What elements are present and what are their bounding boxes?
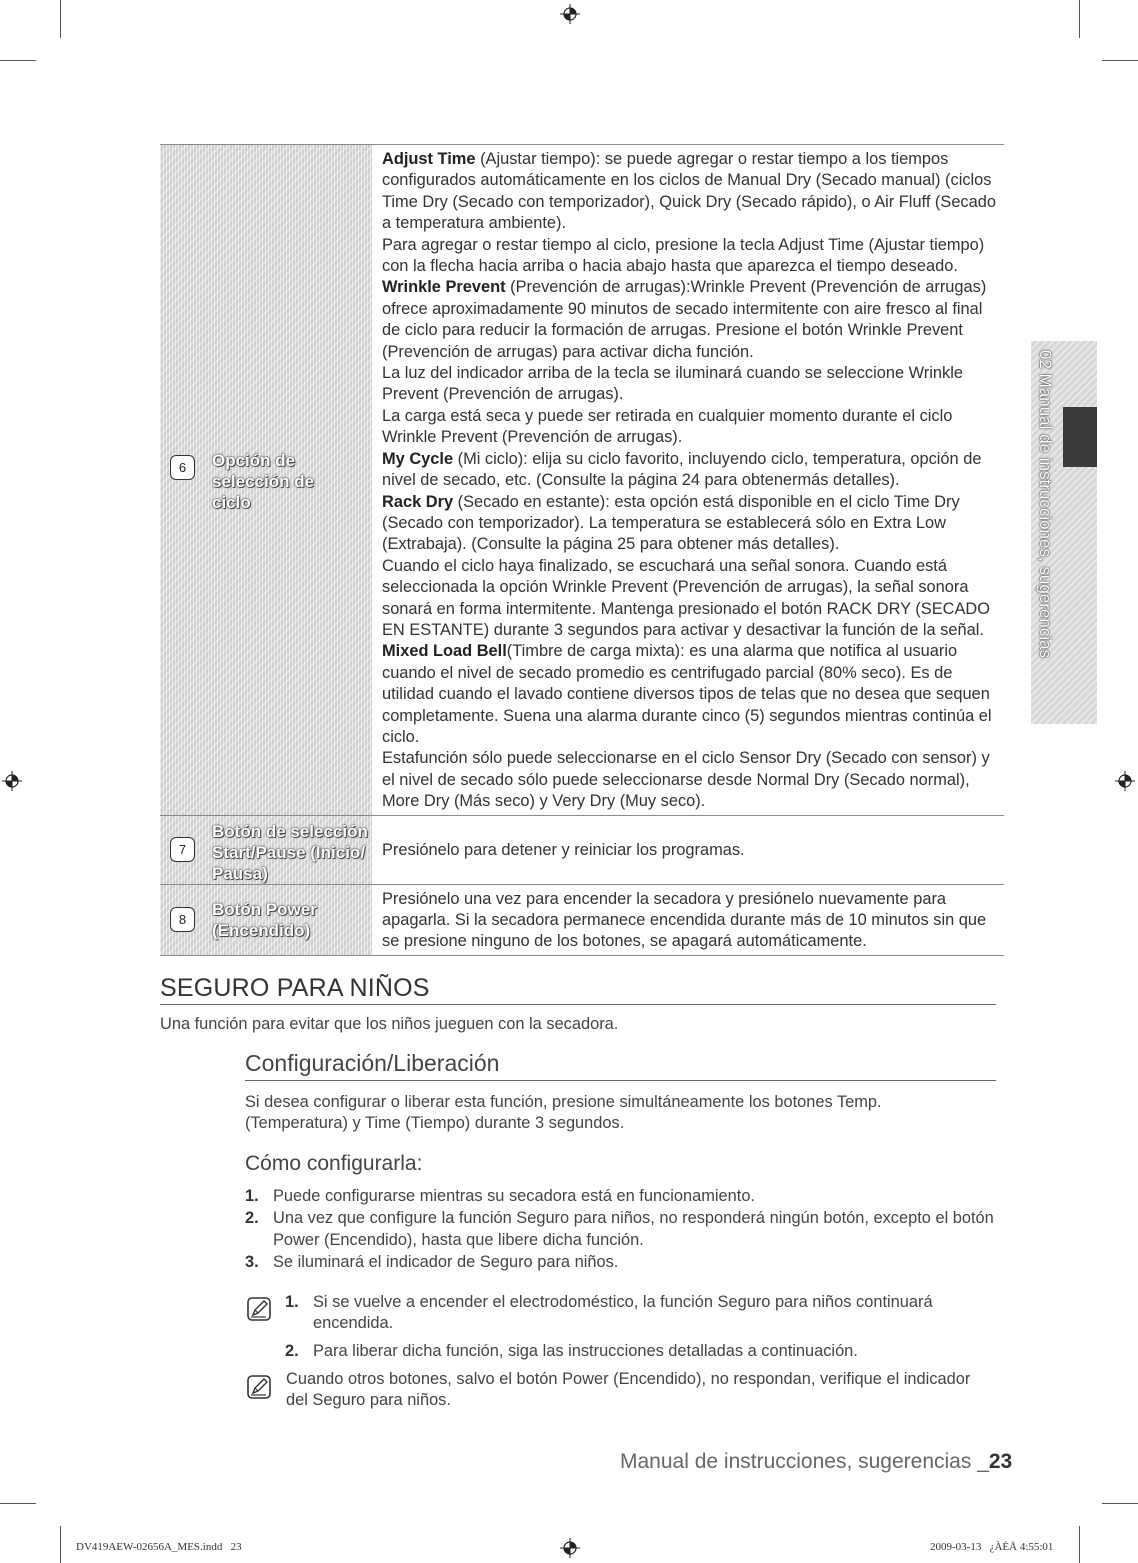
- crop-mark: [60, 0, 61, 38]
- description-paragraph: Estafunción sólo puede seleccionarse en el ciclo Sensor Dry (Secado con sensor) y el nivel de secado sólo puede seleccionarse desde Normal Dry (Secado normal), More Dry (Más seco) y Very Dry (Muy seco).: [382, 749, 990, 811]
- list-item: 2. Una vez que configure la función Seguro para niños, no responderá ningún botón, excepto el botón Power (Encendido), hasta que libere dicha función.: [245, 1209, 994, 1249]
- description-paragraph: My Cycle (Mi ciclo): elija su ciclo favorito, incluyendo ciclo, temperatura, opción de nivel de secado, etc. (Consulte la página 24 para obtenermás detalles).: [382, 449, 982, 490]
- crop-mark: [0, 60, 36, 61]
- description-paragraph: La carga está seca y puede ser retirada en cualquier momento durante el ciclo Wrinkle Prevent (Prevención de arrugas).: [382, 406, 953, 447]
- row-description: [372, 145, 1004, 815]
- row-label: Botón Power (Encendido): [212, 899, 317, 940]
- notes-list: [285, 1292, 1000, 1363]
- description-paragraph: Mixed Load Bell(Timbre de carga mixta): es una alarma que notifica al usuario cuando el nivel de secado promedio es centrifugado parcial (80% seco). Es de utilidad cuando el lavado contiene diversos tipos de telas que no desea que sequen completamente. Suena una alarma durante cinco (5) segundos mientras continúa el ciclo.: [382, 642, 992, 746]
- row-label: Opción de selección de ciclo: [212, 451, 315, 512]
- feature-name: Mixed Load Bell: [382, 642, 507, 661]
- table-row: [160, 816, 1004, 885]
- side-tab-label: 02 Manual de instrucciones, sugerencias: [1036, 350, 1055, 659]
- table-row: [160, 885, 1004, 956]
- number-badge: 7: [170, 837, 195, 862]
- section-intro: Una función para evitar que los niños jueguen con la secadora.: [160, 1015, 619, 1033]
- subsection-rule: [245, 1080, 996, 1081]
- note-text: Cuando otros botones, salvo el botón Power (Encendido), no respondan, verifique el indicador del Seguro para niños.: [286, 1370, 971, 1410]
- description-paragraph: Rack Dry (Secado en estante): esta opción está disponible en el ciclo Time Dry (Secado con temporizador). La temperatura se establecerá sólo en Extra Low (Extrabaja). (Consulte la página 25 para obtener más detalles).: [382, 492, 960, 554]
- feature-name: Rack Dry: [382, 492, 454, 511]
- side-tab-marker: [1063, 407, 1097, 467]
- feature-name: Adjust Time: [382, 150, 476, 168]
- description-paragraph: Presiónelo para detener y reiniciar los programas.: [382, 840, 745, 859]
- row-label-cell: [160, 885, 372, 955]
- crop-mark: [1102, 60, 1138, 61]
- description-paragraph: Para agregar o restar tiempo al ciclo, presione la tecla Adjust Time (Ajustar tiempo) con la flecha hacia arriba o hacia abajo hasta que aparezca el tiempo deseado.: [382, 235, 985, 276]
- steps-list: [245, 1186, 1000, 1275]
- number-badge: 6: [170, 455, 195, 480]
- number-badge: 8: [170, 907, 195, 932]
- row-label: Botón de selección Start/Pause (Inicio/ Pausa): [212, 821, 368, 883]
- subsection-title: Configuración/Liberación: [245, 1050, 500, 1076]
- row-description: [372, 885, 1004, 955]
- description-paragraph: Presiónelo una vez para encender la secadora y presiónelo nuevamente para apagarla. Si la secadora permanece encendida durante más de 10 minutos sin que se presione ninguno de los botones, se apagará automáticamente.: [382, 889, 987, 951]
- note-pencil-icon: [246, 1374, 272, 1400]
- description-paragraph: Adjust Time (Ajustar tiempo): se puede agregar o restar tiempo a los tiempos configurados automáticamente en los ciclos de Manual Dry (Secado manual) (ciclos Time Dry (Secado con temporizador), Quick Dry (Secado rápido), o Air Fluff (Secado a temperatura ambiente).: [382, 150, 996, 233]
- print-slug-file: DV419AEW-02656A_MES.indd 23: [76, 1541, 242, 1553]
- row-description: [372, 816, 1004, 884]
- crop-mark: [60, 1526, 61, 1563]
- list-item: 2. Para liberar dicha función, siga las instrucciones detalladas a continuación.: [285, 1341, 858, 1360]
- row-label-cell: [160, 145, 372, 815]
- feature-name: Wrinkle Prevent: [382, 278, 506, 297]
- crop-mark: [0, 1503, 36, 1504]
- registration-mark-icon: [2, 771, 22, 791]
- note-pencil-icon: [246, 1296, 272, 1322]
- row-label-cell: [160, 816, 372, 884]
- crop-mark: [1102, 1503, 1138, 1504]
- list-item: 1. Puede configurarse mientras su secadora está en funcionamiento.: [245, 1187, 755, 1205]
- description-paragraph: Cuando el ciclo haya finalizado, se escuchará una señal sonora. Cuando está seleccionada la opción Wrinkle Prevent (Prevención de arrugas), la señal sonora sonará en forma intermitente. Mantenga presionado el botón RACK DRY (SECADO EN ESTANTE) durante 3 segundos para activar y desactivar la función de la señal.: [382, 556, 990, 639]
- registration-mark-icon: [560, 4, 580, 24]
- list-item: 3. Se iluminará el indicador de Seguro para niños.: [245, 1253, 619, 1272]
- registration-mark-icon: [0, 0, 20, 20]
- registration-mark-icon: [560, 1538, 580, 1558]
- crop-mark: [1079, 1526, 1080, 1563]
- page-number: 23: [988, 1450, 1013, 1473]
- feature-name: My Cycle: [382, 449, 454, 468]
- description-paragraph: La luz del indicador arriba de la tecla se iluminará cuando se seleccione Wrinkle Prevent (Prevención de arrugas).: [382, 364, 963, 404]
- table-row: [160, 145, 1004, 816]
- list-item: 1. Si se vuelve a encender el electrodoméstico, la función Seguro para niños continuará encendida.: [285, 1293, 933, 1333]
- section-title: SEGURO PARA NIÑOS: [160, 974, 430, 1002]
- subsection-paragraph: Si desea configurar o liberar esta función, presione simultáneamente los botones Temp. (Temperatura) y Time (Tiempo) durante 3 segundos.: [245, 1093, 882, 1133]
- crop-mark: [1079, 0, 1080, 38]
- description-paragraph: Wrinkle Prevent (Prevención de arrugas):Wrinkle Prevent (Prevención de arrugas) ofrece aproximadamente 90 minutos de secado intermitente con aire fresco al final de ciclo para reducir la formación de arrugas. Presione el botón Wrinkle Prevent (Prevención de arrugas) para activar dicha función.: [382, 278, 987, 361]
- print-slug-date: 2009-03-13 ¿ÀÈÄ 4:55:01: [930, 1541, 1054, 1553]
- page-footer: Manual de instrucciones, sugerencias _23: [620, 1450, 1013, 1473]
- registration-mark-icon: [1115, 771, 1135, 791]
- section-rule: [160, 1004, 996, 1005]
- features-table: [160, 144, 1004, 956]
- how-to-title: Cómo configurarla:: [245, 1152, 423, 1175]
